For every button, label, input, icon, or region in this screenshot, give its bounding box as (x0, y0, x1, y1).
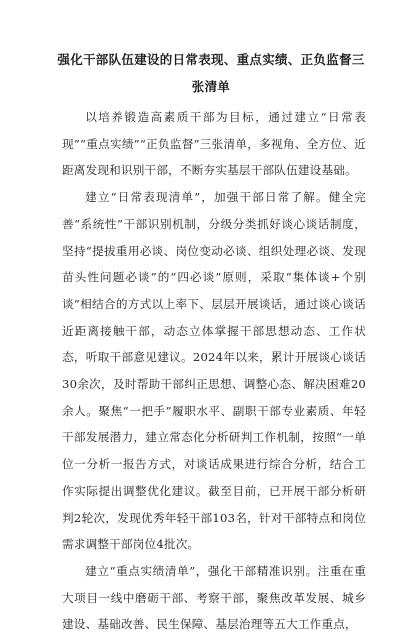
document-body (62, 104, 366, 638)
paragraph-key-achievements: 建立“重点实绩清单”，强化干部精准识别。注重在重大项目一线中磨砺干部、考察干部，聚焦改革发展、城乡建设、基础改善、民生保障、基层治理等五大工作重点， (62, 563, 366, 632)
paragraph-intro: 以培养锻造高素质干部为目标，通过建立“日常表现”“重点实绩”“正负监督”三张清单，多视角、全方位、近距离发现和识别干部，不断夯实基层干部队伍建设基础。 (62, 110, 366, 178)
document-title: 强化干部队伍建设的日常表现、重点实绩、正负监督三张清单 (57, 52, 365, 94)
paragraph-daily-performance: 建立“日常表现清单”，加强干部日常了解。健全完善“系统性”干部识别机制，分级分类抓好谈心谈话制度，坚持“提拔重用必谈、岗位变动必谈、组织处理必谈、发现苗头性问题必谈”的“四必谈”原则，采取“集体谈+个别谈”相结合的方式以上率下、层层开展谈话，通过谈心谈话近距离接触干部，动态立体掌握干部思想动态、工作状态，听取干部意见建议。2024年以来，累计开展谈心谈话30余次，及时帮助干部纠正思想、调整心态、解决困难20余人。聚焦“一把手”履职水平、副职干部专业素质、年轻干部发展潜力，建立常态化分析研判工作机制，按照“一单位一分析一报告方式，对谈话成果进行综合分析，结合工作实际提出调整优化建议。截至目前，已开展干部分析研判2轮次，发现优秀年轻干部103名，针对干部特点和岗位需求调整干部岗位4批次。 (62, 190, 366, 552)
